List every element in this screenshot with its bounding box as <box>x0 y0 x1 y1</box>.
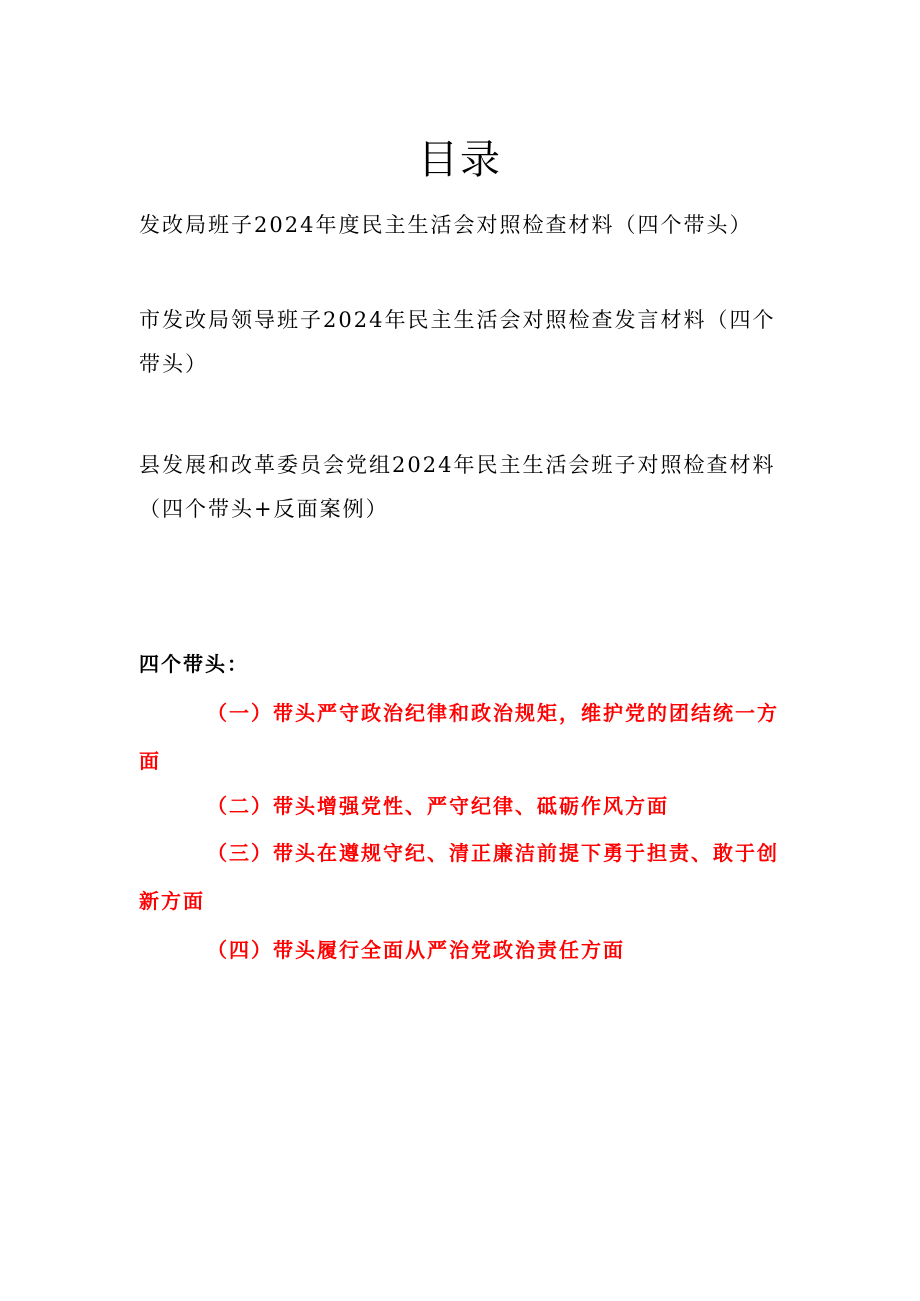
point-2: （二）带头增强党性、严守纪律、砥砺作风方面 <box>207 794 669 818</box>
toc-item-1: 发改局班子2024年度民主生活会对照检查材料（四个带头） <box>139 213 753 237</box>
point-1: （一）带头严守政治纪律和政治规矩，维护党的团结统一方面 <box>139 701 779 773</box>
toc-item-2: 市发改局领导班子2024年民主生活会对照检查发言材料（四个带头） <box>139 308 776 376</box>
point-3: （三）带头在遵规守纪、清正廉洁前提下勇于担责、敢于创新方面 <box>139 841 779 913</box>
section-heading: 四个带头： <box>139 652 249 676</box>
point-4: （四）带头履行全面从严治党政治责任方面 <box>207 938 625 962</box>
toc-item-3: 县发展和改革委员会党组2024年民主生活会班子对照检查材料（四个带头+反面案例） <box>139 453 776 521</box>
page-title: 目录 <box>418 137 502 183</box>
